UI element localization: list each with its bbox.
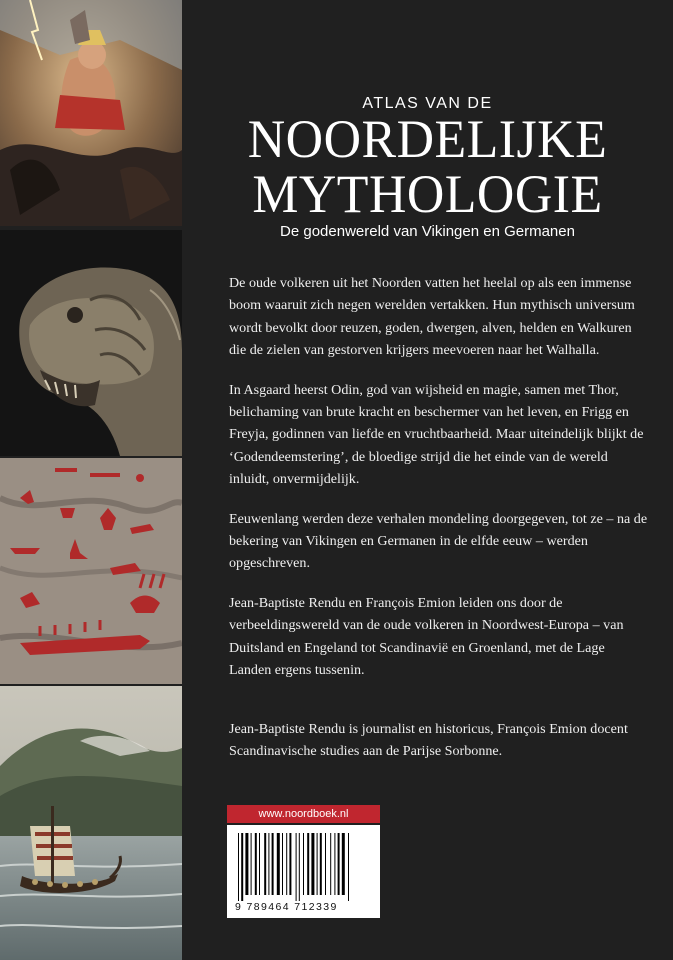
publisher-url: www.noordboek.nl xyxy=(227,805,380,823)
image-strip xyxy=(0,0,182,960)
title-line-1: NOORDELIJKE xyxy=(247,109,608,169)
barcode-bar xyxy=(299,833,300,901)
barcode-bars xyxy=(238,833,369,901)
barcode-bar xyxy=(307,833,309,895)
barcode-bar xyxy=(317,833,318,895)
barcode-bar xyxy=(334,833,335,895)
barcode-bar xyxy=(251,833,252,895)
barcode-bar xyxy=(320,833,322,895)
barcode-bar xyxy=(241,833,243,901)
isbn-digits: 9 789464 712339 xyxy=(235,901,338,913)
viking-ship-fjord-image xyxy=(0,686,182,960)
barcode-bar xyxy=(255,833,257,895)
barcode-bar xyxy=(325,833,326,895)
barcode-bar xyxy=(268,833,269,895)
barcode-bar xyxy=(303,833,304,895)
barcode-bar xyxy=(259,833,260,895)
barcode-bar xyxy=(289,833,291,895)
subtitle: De godenwereld van Vikingen en Germanen xyxy=(280,223,575,240)
barcode-bar xyxy=(245,833,248,895)
barcode-bar xyxy=(311,833,314,895)
barcode-bar xyxy=(296,833,297,901)
barcode-bar xyxy=(272,833,274,895)
paragraph-intro: De oude volkeren uit het Noorden vatten het heelal op als een immense boom waaruit zich negen werelden vertakken. Hun mythisch universum wordt bevolkt door reuzen, goden, dwergen, alven, helden en Walkuren die de zielen van gestorven krijgers meevoeren naar het Walhalla. xyxy=(229,275,635,359)
barcode-bar xyxy=(330,833,331,895)
paragraph-gods: In Asgaard heerst Odin, god van wijsheid en magie, samen met Thor, belichaming van brute kracht en beschermer van het leven, en Frigg en Freyja, godinnen van liefde en vruchtbaarheid. Maar uiteindelijk blijkt de ‘Godendeemstering’, de bloedige strijd die het einde van de wereld inluidt, onvermijdelijk. xyxy=(229,381,644,488)
barcode-bar xyxy=(342,833,345,895)
barcode-bar xyxy=(277,833,280,895)
barcode-bar xyxy=(264,833,266,895)
rock-carvings-image xyxy=(0,458,182,684)
paragraph-author-bio: Jean-Baptiste Rendu is journalist en historicus, François Emion docent Scandinavische studies aan de Parijse Sorbonne. xyxy=(229,720,628,759)
title-kicker: ATLAS VAN DE xyxy=(362,95,493,112)
barcode-bar xyxy=(338,833,340,895)
paragraph-oral-tradition: Eeuwenlang werden deze verhalen mondeling doorgegeven, tot ze – na de bekering van Vikingen en Germanen in de elfde eeuw – werden opgeschreven. xyxy=(229,510,648,572)
paragraph-authors-journey: Jean-Baptiste Rendu en François Emion leiden ons door de verbeeldingswereld van de oude volkeren in Noordwest-Europa – van Duitsland en Engeland tot Scandinavië en Groenland, met de Lage Landen ergens tussenin. xyxy=(229,594,624,679)
blurb-text xyxy=(229,272,649,779)
isbn-barcode xyxy=(227,825,380,918)
title-line-2: MYTHOLOGIE xyxy=(252,164,603,224)
barcode-bar xyxy=(286,833,287,895)
thor-painting-image xyxy=(0,0,182,226)
carved-animal-head-image xyxy=(0,230,182,456)
barcode-bar xyxy=(348,833,349,901)
barcode-bar xyxy=(238,833,239,901)
barcode-bar xyxy=(282,833,283,895)
